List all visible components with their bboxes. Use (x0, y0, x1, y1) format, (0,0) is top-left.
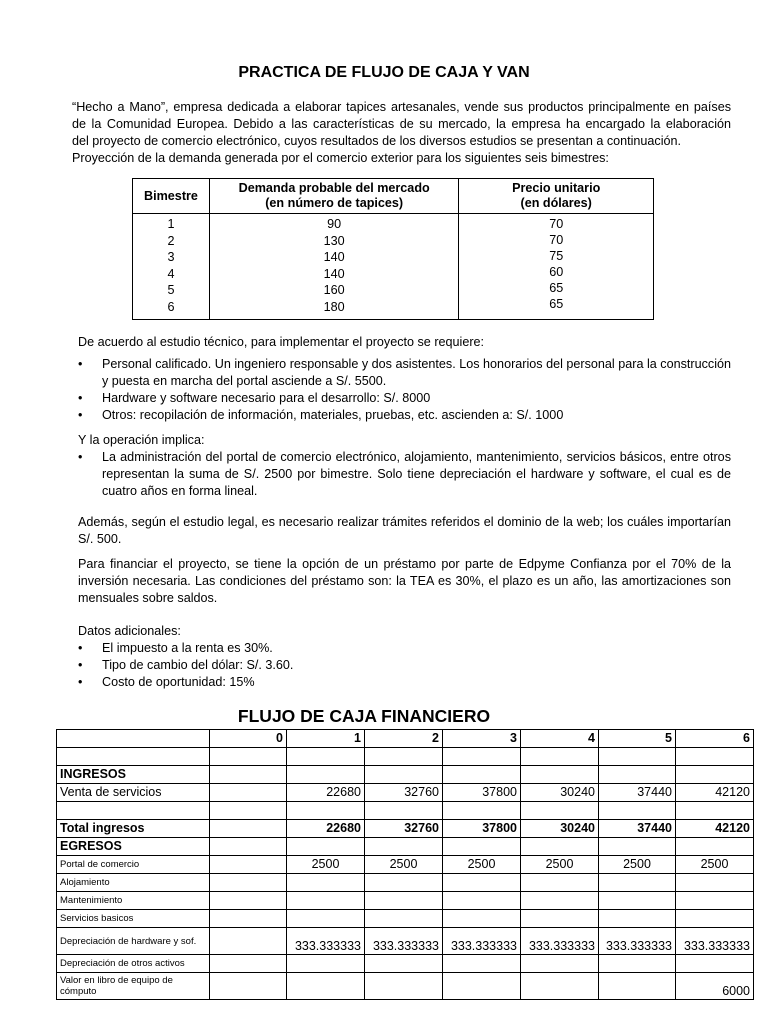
table-cell (599, 910, 676, 928)
table-cell (365, 802, 443, 820)
intro-line: Proyección de la demanda generada por el comercio exterior para los siguientes seis bimestres: (72, 151, 609, 165)
list-item: • Costo de oportunidad: 15% (78, 674, 731, 691)
table-cell (210, 838, 287, 856)
table-cell: 5 (167, 283, 175, 297)
table-cell: 42120 (676, 784, 754, 802)
table-cell (210, 802, 287, 820)
table-cell: 2500 (521, 856, 599, 874)
table-cell (287, 910, 365, 928)
table-cell (599, 838, 676, 856)
table-cell: 333.333333 (599, 928, 676, 955)
table-cell (521, 874, 599, 892)
table-cell (521, 973, 599, 1000)
extra-list (78, 640, 731, 691)
table-cell: 160 (323, 283, 345, 297)
row-label (57, 748, 210, 766)
table-row (57, 892, 754, 910)
table-cell (287, 766, 365, 784)
table-cell: 333.333333 (521, 928, 599, 955)
row-label: INGRESOS (57, 766, 210, 784)
table-cell (443, 892, 521, 910)
table-cell (443, 766, 521, 784)
period-header: 1 (287, 730, 365, 748)
table-cell (443, 973, 521, 1000)
technical-intro: De acuerdo al estudio técnico, para implementar el proyecto se requiere: (78, 335, 485, 349)
table-cell (599, 892, 676, 910)
table-cell (210, 820, 287, 838)
list-item: • Personal calificado. Un ingeniero responsable y dos asistentes. Los honorarios del personal para la construcción y puesta en marcha del portal asciende a S/. 5500. (78, 356, 731, 390)
period-header: 3 (443, 730, 521, 748)
list-item: • Tipo de cambio del dólar: S/. 3.60. (78, 657, 731, 674)
table-cell: 180 (323, 299, 345, 314)
table-cell (521, 838, 599, 856)
table-row (57, 856, 754, 874)
table-cell (210, 892, 287, 910)
table-cell: 130 (323, 233, 345, 248)
table-cell (521, 766, 599, 784)
table-cell (287, 955, 365, 973)
table-cell: 60 (549, 265, 564, 279)
table-cell: 22680 (287, 820, 365, 838)
table-cell (210, 928, 287, 955)
table-cell: 4 (167, 266, 175, 281)
table-cell (210, 784, 287, 802)
table-cell (599, 955, 676, 973)
table-cell: 2500 (287, 856, 365, 874)
table-cell: 333.333333 (676, 928, 754, 955)
table-row (57, 874, 754, 892)
table-cell (57, 730, 210, 748)
table-row (57, 748, 754, 766)
table-cell (676, 766, 754, 784)
table-row (57, 928, 754, 955)
column-header: Demanda probable del mercado (en número de tapices) (209, 179, 458, 214)
row-label: Mantenimiento (57, 892, 210, 910)
bimestre-column (133, 214, 210, 320)
table-cell (599, 973, 676, 1000)
table-cell (443, 910, 521, 928)
demand-table (132, 178, 654, 320)
table-header-row (57, 730, 754, 748)
period-header: 6 (676, 730, 754, 748)
row-label: Total ingresos (57, 820, 210, 838)
table-cell (210, 748, 287, 766)
table-cell: 90 (327, 217, 342, 231)
legal-paragraph: Además, según el estudio legal, es necesario realizar trámites referidos el dominio de la web; los cuáles importarían S/. 500. (78, 515, 731, 546)
table-row (57, 910, 754, 928)
table-cell (676, 892, 754, 910)
table-row (57, 820, 754, 838)
intro-paragraph (72, 99, 731, 167)
table-cell (287, 838, 365, 856)
table-row (57, 784, 754, 802)
row-label (57, 802, 210, 820)
table-cell: 32760 (365, 820, 443, 838)
financing-paragraph: Para financiar el proyecto, se tiene la opción de un préstamo por parte de Edpyme Confianza por el 70% de la inversión necesaria. Las condiciones del préstamo son: la TEA es 30%, el plazo es un año, las amortizaciones son mensuales sobre saldos. (78, 557, 731, 605)
table-cell (210, 955, 287, 973)
table-row (57, 766, 754, 784)
table-cell: 30240 (521, 820, 599, 838)
table-cell (287, 973, 365, 1000)
technical-section (78, 334, 731, 500)
table-cell (210, 874, 287, 892)
intro-line: “Hecho a Mano”, empresa dedicada a elaborar tapices artesanales, vende sus productos principalmente en países (72, 100, 731, 114)
extra-data-section (78, 623, 731, 691)
table-cell: 37800 (443, 820, 521, 838)
table-cell: 2500 (676, 856, 754, 874)
table-cell (287, 748, 365, 766)
table-cell (521, 955, 599, 973)
list-item: • La administración del portal de comercio electrónico, alojamiento, mantenimiento, servicios básicos, entre otros representan la suma de S/. 2500 por bimestre. Solo tiene depreciación el hardware y software, el cual es de cuatro años en forma lineal. (78, 449, 731, 500)
table-cell (599, 766, 676, 784)
table-row (57, 973, 754, 1000)
precio-column (459, 214, 654, 320)
table-cell: 333.333333 (287, 928, 365, 955)
row-label: EGRESOS (57, 838, 210, 856)
operation-intro: Y la operación implica: (78, 433, 205, 447)
intro-line: del proyecto de comercio electrónico, cuyos resultados de los diversos estudios se presentan a continuación. (72, 134, 682, 148)
table-cell (676, 838, 754, 856)
table-cell: 70 (549, 233, 564, 247)
table-cell (365, 910, 443, 928)
period-header: 4 (521, 730, 599, 748)
row-label: Alojamiento (57, 874, 210, 892)
table-cell (287, 874, 365, 892)
table-cell (365, 748, 443, 766)
period-header: 2 (365, 730, 443, 748)
table-cell: 2500 (365, 856, 443, 874)
table-cell (365, 766, 443, 784)
table-cell: 37440 (599, 784, 676, 802)
table-cell (521, 910, 599, 928)
page-title: PRACTICA DE FLUJO DE CAJA Y VAN (238, 64, 530, 81)
intro-line: de la Comunidad Europea. Debido a las características de su mercado, la empresa ha encargado la elaboración (72, 117, 731, 131)
table-cell: 42120 (676, 820, 754, 838)
table-cell: 32760 (365, 784, 443, 802)
table-row (57, 802, 754, 820)
table-cell: 65 (549, 281, 564, 295)
table-cell: 75 (549, 249, 564, 263)
list-item: • Otros: recopilación de información, materiales, pruebas, etc. ascienden a: S/. 1000 (78, 407, 731, 424)
table-cell (676, 910, 754, 928)
period-header: 5 (599, 730, 676, 748)
column-header: Precio unitario (en dólares) (459, 179, 654, 214)
table-cell (521, 748, 599, 766)
table-cell: 2500 (443, 856, 521, 874)
table-cell (443, 874, 521, 892)
technical-list (78, 356, 731, 424)
table-cell (676, 748, 754, 766)
column-header: Bimestre (133, 179, 210, 214)
table-cell: 333.333333 (365, 928, 443, 955)
table-cell (365, 838, 443, 856)
table-cell (443, 955, 521, 973)
table-cell: 2500 (599, 856, 676, 874)
row-label: Venta de servicios (57, 784, 210, 802)
table-cell (287, 892, 365, 910)
table-cell: 6 (167, 299, 175, 314)
row-label: Valor en libro de equipo de cómputo (57, 973, 210, 1000)
table-cell: 30240 (521, 784, 599, 802)
row-label: Depreciación de otros activos (57, 955, 210, 973)
list-item: • Hardware y software necesario para el desarrollo: S/. 8000 (78, 390, 731, 407)
extra-title: Datos adicionales: (78, 624, 181, 638)
table-cell: 37440 (599, 820, 676, 838)
table-cell: 6000 (676, 973, 754, 1000)
table-cell (676, 955, 754, 973)
table-cell (443, 802, 521, 820)
table-cell (676, 802, 754, 820)
table-cell (521, 802, 599, 820)
table-cell (599, 802, 676, 820)
table-cell: 1 (167, 217, 175, 231)
table-cell (365, 892, 443, 910)
table-cell: 333.333333 (443, 928, 521, 955)
table-cell (365, 874, 443, 892)
table-row (57, 838, 754, 856)
table-cell (443, 748, 521, 766)
table-cell (210, 856, 287, 874)
demanda-column (209, 214, 458, 320)
row-label: Portal de comercio (57, 856, 210, 874)
table-cell (287, 802, 365, 820)
table-cell (599, 748, 676, 766)
table-cell: 37800 (443, 784, 521, 802)
table-cell: 22680 (287, 784, 365, 802)
table-cell (599, 874, 676, 892)
table-cell (210, 973, 287, 1000)
table-cell (210, 766, 287, 784)
table-cell (443, 838, 521, 856)
table-cell: 140 (323, 250, 345, 264)
table-cell: 140 (323, 266, 345, 281)
cash-flow-table (56, 729, 754, 1000)
list-item: • El impuesto a la renta es 30%. (78, 640, 731, 657)
table-row (57, 955, 754, 973)
table-cell (365, 973, 443, 1000)
period-header: 0 (210, 730, 287, 748)
operation-list (78, 449, 731, 500)
table-cell: 70 (549, 217, 564, 231)
cash-flow-title: FLUJO DE CAJA FINANCIERO (237, 706, 491, 726)
table-cell: 65 (549, 297, 564, 311)
table-cell (676, 874, 754, 892)
table-cell (365, 955, 443, 973)
row-label: Servicios basicos (57, 910, 210, 928)
table-cell (210, 910, 287, 928)
row-label: Depreciación de hardware y sof. (57, 928, 210, 955)
table-cell (521, 892, 599, 910)
table-cell: 2 (167, 233, 175, 248)
table-cell: 3 (167, 250, 175, 264)
